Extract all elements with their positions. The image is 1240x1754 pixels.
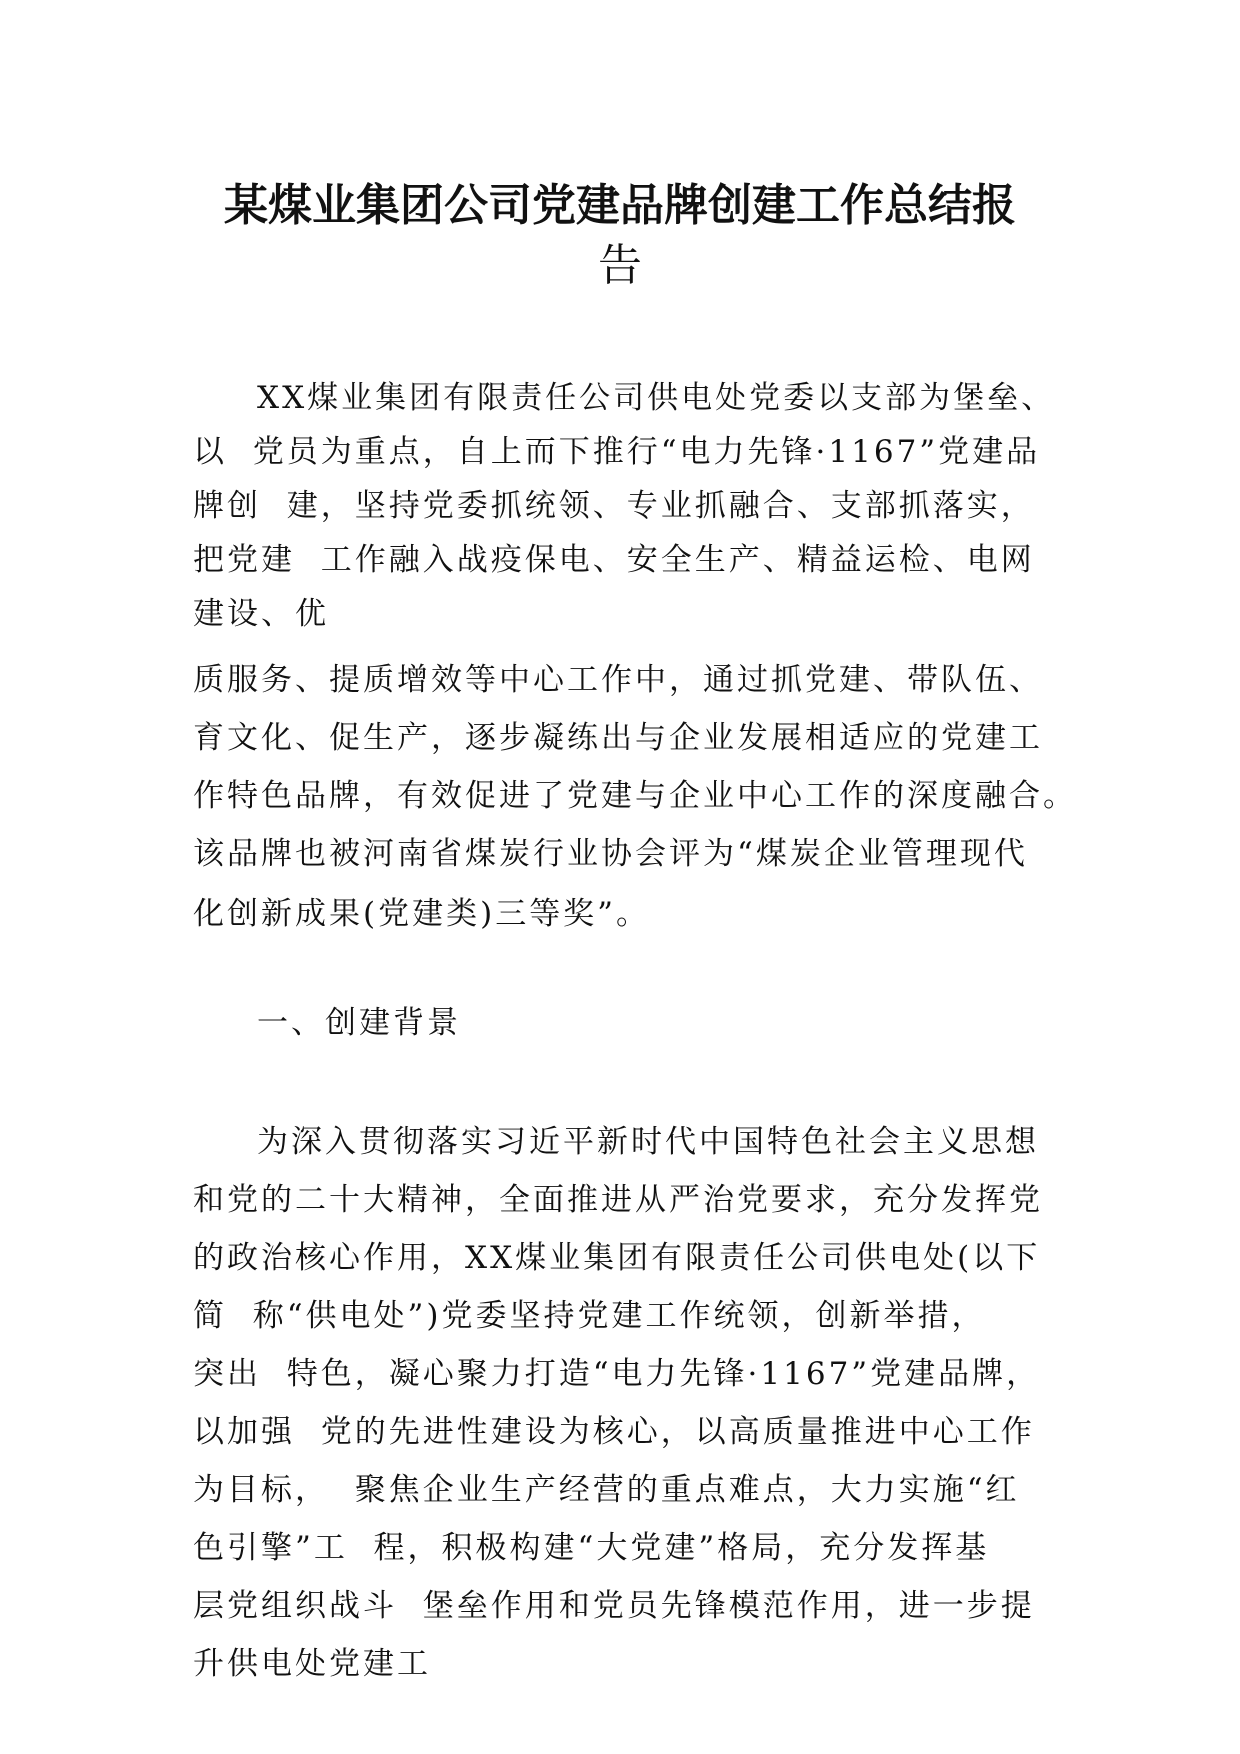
section-heading: 一、创建背景 <box>257 1005 461 1041</box>
paragraph-line: 作特色品牌，有效促进了党建与企业中心工作的深度融合。 <box>193 778 1077 814</box>
paragraph-line: 牌创 建，坚持党委抓统领、专业抓融合、支部抓落实， <box>193 488 1035 524</box>
paragraph-line: 简 称“供电处”)党委坚持党建工作统领，创新举措， <box>193 1298 986 1334</box>
paragraph-line: 质服务、提质增效等中心工作中，通过抓党建、带队伍、 <box>193 662 1043 698</box>
paragraph-line: 色引擎”工 程，积极构建“大党建”格局，充分发挥基 <box>193 1530 990 1566</box>
paragraph-line: 建设、优 <box>193 596 329 632</box>
document-title: 某煤业集团公司党建品牌创建工作总结报 <box>224 180 1016 231</box>
paragraph-line: 把党建 工作融入战疫保电、安全生产、精益运检、电网 <box>193 542 1035 578</box>
paragraph-line: 的政治核心作用，XX煤业集团有限责任公司供电处(以下 <box>193 1240 1041 1276</box>
paragraph-line: 以加强 党的先进性建设为核心，以高质量推进中心工作 <box>193 1414 1035 1450</box>
paragraph-line: 和党的二十大精神，全面推进从严治党要求，充分发挥党 <box>193 1182 1043 1218</box>
paragraph-line: 育文化、促生产，逐步凝练出与企业发展相适应的党建工 <box>193 720 1043 756</box>
paragraph-line: 以 党员为重点，自上而下推行“电力先锋·1167”党建品 <box>193 434 1041 470</box>
document-title-continuation: 告 <box>598 240 642 291</box>
paragraph-line: 该品牌也被河南省煤炭行业协会评为“煤炭企业管理现代 <box>193 836 1028 872</box>
paragraph-line: 为目标， 聚焦企业生产经营的重点难点，大力实施“红 <box>193 1472 1020 1508</box>
paragraph-line: 为深入贯彻落实习近平新时代中国特色社会主义思想 <box>257 1124 1039 1160</box>
paragraph-line: XX煤业集团有限责任公司供电处党委以支部为堡垒、 <box>257 380 1056 416</box>
paragraph-line: 突出 特色，凝心聚力打造“电力先锋·1167”党建品牌， <box>193 1356 1041 1392</box>
paragraph-line: 层党组织战斗 堡垒作用和党员先锋模范作用，进一步提 <box>193 1588 1035 1624</box>
paragraph-line: 化创新成果(党建类)三等奖”。 <box>193 896 651 932</box>
paragraph-line: 升供电处党建工 <box>193 1646 431 1682</box>
